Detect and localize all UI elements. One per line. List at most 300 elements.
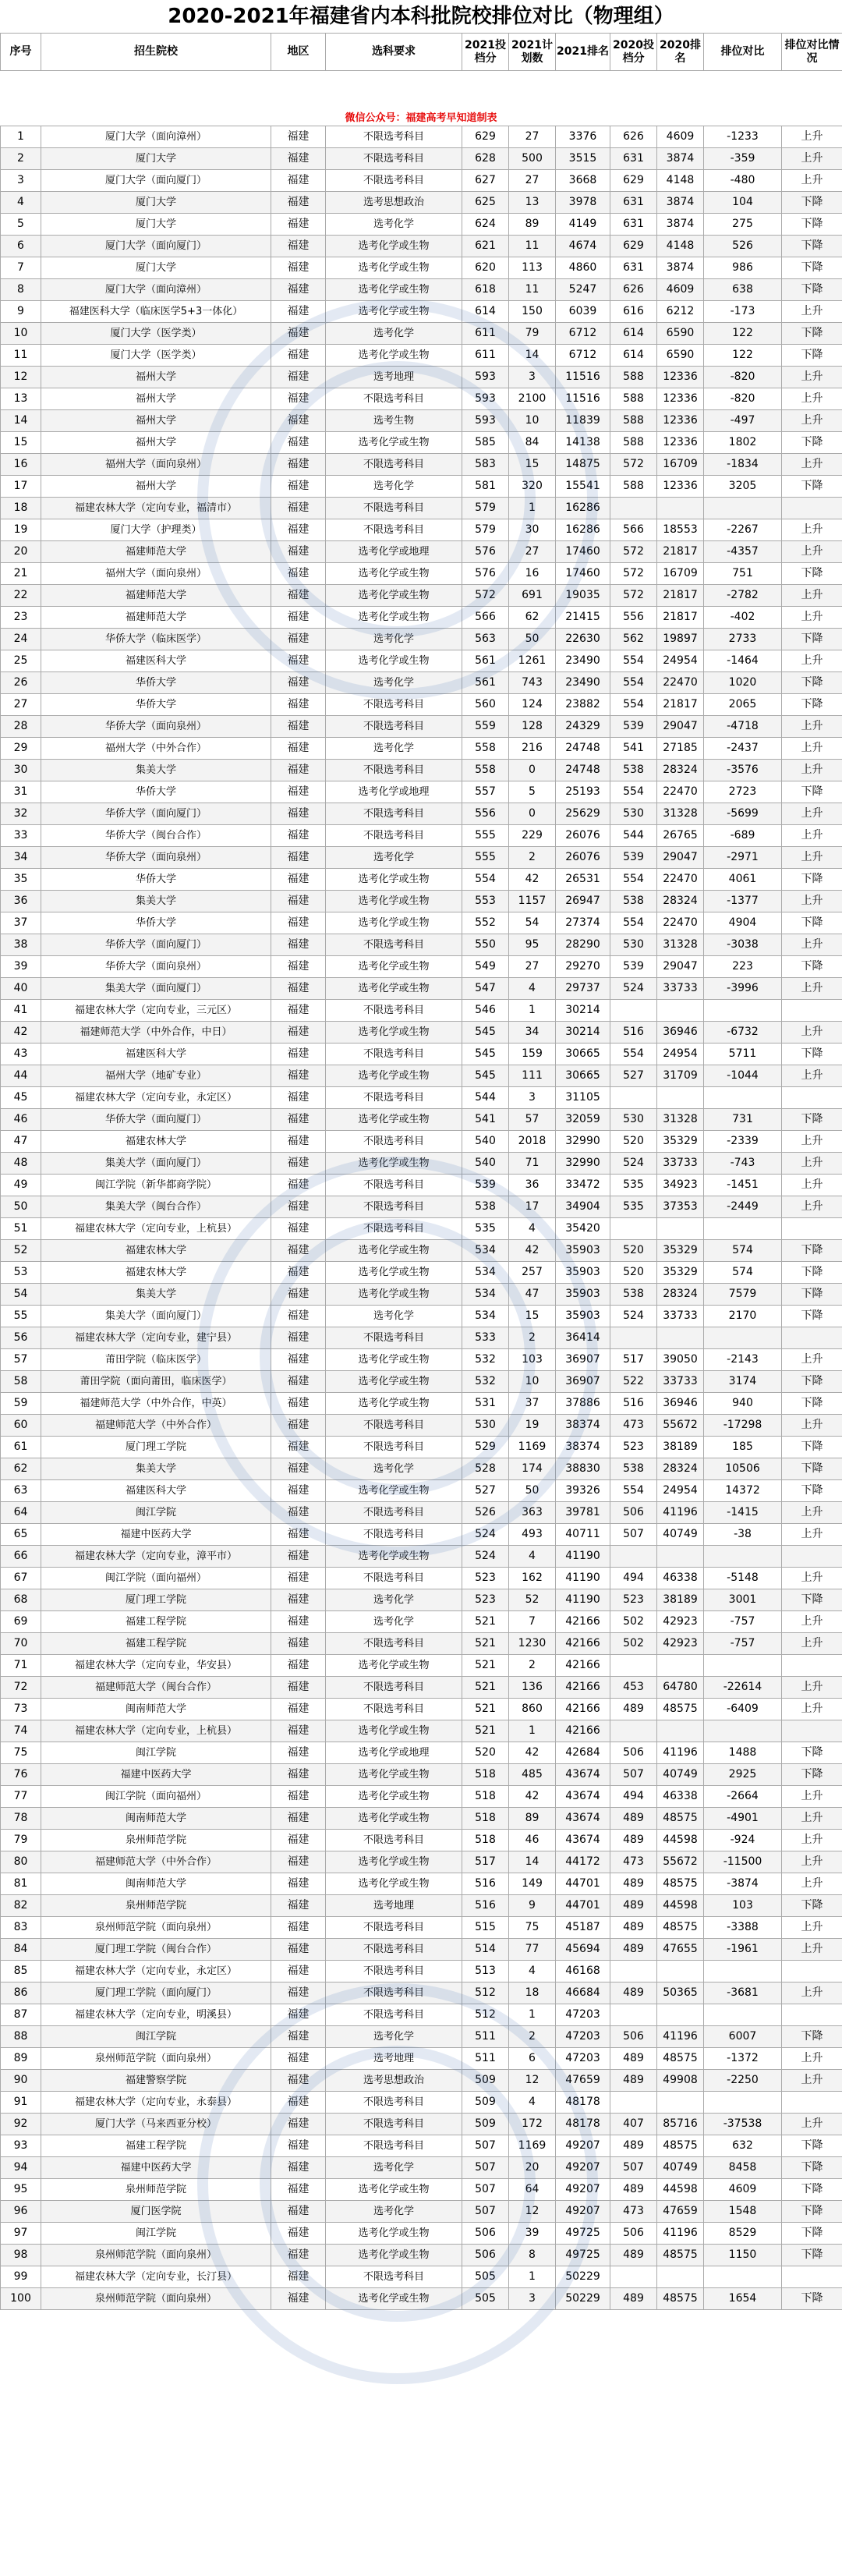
plan-2021: 50 — [509, 1480, 556, 1502]
score-2020: 520 — [610, 1262, 657, 1284]
rank-trend — [782, 1218, 842, 1240]
subject-requirement: 选考化学或生物 — [326, 1786, 462, 1808]
subject-requirement: 不限选考科目 — [326, 498, 462, 519]
rank-2021: 11839 — [556, 410, 610, 432]
school-name: 福建医科大学 — [41, 1044, 271, 1065]
table-row — [1, 519, 842, 541]
rank-trend: 下降 — [782, 1262, 842, 1284]
rank-trend: 下降 — [782, 1240, 842, 1262]
score-2021: 538 — [462, 1196, 509, 1218]
table-row — [1, 1458, 842, 1480]
subject-requirement: 不限选考科目 — [326, 1131, 462, 1153]
subject-requirement: 不限选考科目 — [326, 760, 462, 781]
school-name: 厦门大学（面向厦门） — [41, 170, 271, 192]
rank-trend: 下降 — [782, 1437, 842, 1458]
rank-trend: 上升 — [782, 934, 842, 956]
score-2020: 530 — [610, 934, 657, 956]
region: 福建 — [271, 607, 326, 629]
score-2021: 540 — [462, 1153, 509, 1175]
table-row — [1, 279, 842, 301]
region: 福建 — [271, 629, 326, 650]
school-name: 集美大学（面向厦门） — [41, 1306, 271, 1327]
score-2021: 534 — [462, 1306, 509, 1327]
rank-diff: -2782 — [704, 585, 782, 607]
score-2020: 494 — [610, 1568, 657, 1589]
region: 福建 — [271, 2070, 326, 2092]
subject-requirement: 选考化学或生物 — [326, 2245, 462, 2266]
rank-diff: 103 — [704, 1895, 782, 1917]
score-2020: 554 — [610, 1480, 657, 1502]
rank-trend: 下降 — [782, 279, 842, 301]
subject-requirement: 不限选考科目 — [326, 1939, 462, 1961]
score-2020: 489 — [610, 2070, 657, 2092]
score-2020: 538 — [610, 760, 657, 781]
score-2020 — [610, 1327, 657, 1349]
row-index: 65 — [1, 1524, 41, 1546]
rank-2020: 38189 — [657, 1589, 704, 1611]
score-2021: 614 — [462, 301, 509, 323]
table-row — [1, 345, 842, 367]
rank-diff: 8529 — [704, 2223, 782, 2245]
table-row — [1, 1611, 842, 1633]
subject-requirement: 选考化学或生物 — [326, 1371, 462, 1393]
region: 福建 — [271, 1546, 326, 1568]
table-row — [1, 1327, 842, 1349]
school-name: 福建警察学院 — [41, 2070, 271, 2092]
region: 福建 — [271, 1655, 326, 1677]
rank-2021: 32990 — [556, 1153, 610, 1175]
rank-2020: 44598 — [657, 2179, 704, 2201]
plan-2021: 103 — [509, 1349, 556, 1371]
rank-trend: 上升 — [782, 2070, 842, 2092]
rank-2020: 48575 — [657, 2245, 704, 2266]
table-row — [1, 738, 842, 760]
plan-2021: 19 — [509, 1415, 556, 1437]
table-row — [1, 2004, 842, 2026]
school-name: 厦门大学（医学类） — [41, 323, 271, 345]
rank-2021: 14875 — [556, 454, 610, 476]
score-2021: 547 — [462, 978, 509, 1000]
rank-2020: 35329 — [657, 1262, 704, 1284]
table-row — [1, 432, 842, 454]
rank-diff: 122 — [704, 345, 782, 367]
rank-diff: 632 — [704, 2135, 782, 2157]
rank-trend: 上升 — [782, 1065, 842, 1087]
rank-trend: 下降 — [782, 2223, 842, 2245]
rank-diff — [704, 1000, 782, 1022]
table-row — [1, 1480, 842, 1502]
score-2020: 473 — [610, 2201, 657, 2223]
table-row — [1, 498, 842, 519]
rank-2021: 43674 — [556, 1808, 610, 1830]
plan-2021: 500 — [509, 148, 556, 170]
score-2020: 562 — [610, 629, 657, 650]
row-index: 57 — [1, 1349, 41, 1371]
plan-2021: 27 — [509, 170, 556, 192]
rank-trend: 上升 — [782, 454, 842, 476]
rank-2021: 3376 — [556, 126, 610, 148]
rank-trend: 下降 — [782, 2179, 842, 2201]
subject-requirement: 选考思想政治 — [326, 2070, 462, 2092]
rank-trend: 下降 — [782, 432, 842, 454]
rank-2021: 36907 — [556, 1371, 610, 1393]
rank-2020: 33733 — [657, 978, 704, 1000]
score-2020: 473 — [610, 1851, 657, 1873]
score-2020: 544 — [610, 825, 657, 847]
rank-2021: 26947 — [556, 891, 610, 912]
table-row — [1, 1633, 842, 1655]
rank-2021: 47203 — [556, 2004, 610, 2026]
rank-2020: 21817 — [657, 694, 704, 716]
rank-2021: 49207 — [556, 2135, 610, 2157]
score-2021: 593 — [462, 388, 509, 410]
rank-2020: 44598 — [657, 1830, 704, 1851]
score-2020: 614 — [610, 345, 657, 367]
rank-2020: 42923 — [657, 1611, 704, 1633]
rank-diff: -1044 — [704, 1065, 782, 1087]
school-name: 华侨大学（面向厦门） — [41, 803, 271, 825]
table-row — [1, 781, 842, 803]
school-name: 厦门理工学院 — [41, 1589, 271, 1611]
row-index: 7 — [1, 257, 41, 279]
row-index: 1 — [1, 126, 41, 148]
subject-requirement: 选考化学或生物 — [326, 1022, 462, 1044]
region: 福建 — [271, 891, 326, 912]
plan-2021: 46 — [509, 1830, 556, 1851]
plan-2021: 27 — [509, 126, 556, 148]
subject-requirement: 选考化学或生物 — [326, 1808, 462, 1830]
subject-requirement: 选考化学 — [326, 2201, 462, 2223]
rank-diff: 8458 — [704, 2157, 782, 2179]
rank-2020: 18553 — [657, 519, 704, 541]
rank-2021: 23490 — [556, 650, 610, 672]
school-name: 集美大学 — [41, 1458, 271, 1480]
plan-2021: 1157 — [509, 891, 556, 912]
plan-2021: 2018 — [509, 1131, 556, 1153]
plan-2021: 39 — [509, 2223, 556, 2245]
plan-2021: 2 — [509, 847, 556, 869]
plan-2021: 320 — [509, 476, 556, 498]
score-2021: 557 — [462, 781, 509, 803]
score-2020: 626 — [610, 126, 657, 148]
score-2021: 505 — [462, 2266, 509, 2288]
score-2021: 558 — [462, 760, 509, 781]
region: 福建 — [271, 1044, 326, 1065]
rank-trend: 下降 — [782, 629, 842, 650]
plan-2021: 27 — [509, 956, 556, 978]
school-name: 福建医科大学 — [41, 1480, 271, 1502]
region: 福建 — [271, 2201, 326, 2223]
plan-2021: 150 — [509, 301, 556, 323]
table-row — [1, 2288, 842, 2310]
school-name: 福建师范大学（中外合作） — [41, 1415, 271, 1437]
plan-2021: 95 — [509, 934, 556, 956]
rank-2020: 28324 — [657, 891, 704, 912]
score-2021: 620 — [462, 257, 509, 279]
row-index: 11 — [1, 345, 41, 367]
school-name: 泉州师范学院 — [41, 1895, 271, 1917]
table-row — [1, 1349, 842, 1371]
school-name: 福建农林大学（定向专业，漳平市） — [41, 1546, 271, 1568]
school-name: 福建工程学院 — [41, 1633, 271, 1655]
rank-trend: 上升 — [782, 1415, 842, 1437]
rank-trend: 上升 — [782, 388, 842, 410]
rank-2021: 38374 — [556, 1415, 610, 1437]
region: 福建 — [271, 2048, 326, 2070]
rank-diff — [704, 1546, 782, 1568]
plan-2021: 54 — [509, 912, 556, 934]
region: 福建 — [271, 1851, 326, 1873]
rank-2021: 48178 — [556, 2092, 610, 2114]
table-row — [1, 803, 842, 825]
rank-2020 — [657, 1218, 704, 1240]
table-row — [1, 956, 842, 978]
row-index: 27 — [1, 694, 41, 716]
score-2021: 532 — [462, 1349, 509, 1371]
row-index: 24 — [1, 629, 41, 650]
score-2020 — [610, 1961, 657, 1982]
rank-trend — [782, 1720, 842, 1742]
row-index: 60 — [1, 1415, 41, 1437]
table-row — [1, 2245, 842, 2266]
subject-requirement: 选考化学或生物 — [326, 236, 462, 257]
region: 福建 — [271, 1306, 326, 1327]
school-name: 福建农林大学（定向专业，福清市） — [41, 498, 271, 519]
subject-requirement: 选考化学或生物 — [326, 345, 462, 367]
row-index: 83 — [1, 1917, 41, 1939]
subject-requirement: 选考化学 — [326, 629, 462, 650]
rank-diff: -2143 — [704, 1349, 782, 1371]
table-row — [1, 1720, 842, 1742]
rank-2020: 4148 — [657, 236, 704, 257]
region: 福建 — [271, 257, 326, 279]
rank-diff: -1233 — [704, 126, 782, 148]
score-2020: 535 — [610, 1196, 657, 1218]
plan-2021: 6 — [509, 2048, 556, 2070]
rank-diff — [704, 498, 782, 519]
row-index: 80 — [1, 1851, 41, 1873]
plan-2021: 172 — [509, 2114, 556, 2135]
region: 福建 — [271, 1327, 326, 1349]
table-row — [1, 2092, 842, 2114]
score-2020: 522 — [610, 1371, 657, 1393]
rank-trend: 上升 — [782, 1131, 842, 1153]
table-row — [1, 410, 842, 432]
rank-2020: 41196 — [657, 2223, 704, 2245]
score-2020: 539 — [610, 956, 657, 978]
table-row — [1, 1939, 842, 1961]
subject-requirement: 选考化学或生物 — [326, 607, 462, 629]
score-2020: 453 — [610, 1677, 657, 1699]
score-2020: 507 — [610, 2157, 657, 2179]
row-index: 43 — [1, 1044, 41, 1065]
school-name: 福建师范大学 — [41, 541, 271, 563]
region: 福建 — [271, 1808, 326, 1830]
rank-2021: 24748 — [556, 760, 610, 781]
score-2021: 533 — [462, 1327, 509, 1349]
rank-2020: 12336 — [657, 367, 704, 388]
row-index: 2 — [1, 148, 41, 170]
plan-2021: 12 — [509, 2070, 556, 2092]
table-row — [1, 1764, 842, 1786]
score-2020: 520 — [610, 1240, 657, 1262]
table-row — [1, 1175, 842, 1196]
rank-2021: 25193 — [556, 781, 610, 803]
school-name: 华侨大学（面向厦门） — [41, 1109, 271, 1131]
row-index: 41 — [1, 1000, 41, 1022]
row-index: 82 — [1, 1895, 41, 1917]
region: 福建 — [271, 1589, 326, 1611]
score-2020: 507 — [610, 1764, 657, 1786]
rank-2021: 43674 — [556, 1764, 610, 1786]
rank-2020: 29047 — [657, 847, 704, 869]
rank-2021: 39781 — [556, 1502, 610, 1524]
subject-requirement: 选考化学或生物 — [326, 2288, 462, 2310]
subject-requirement: 选考化学或地理 — [326, 541, 462, 563]
region: 福建 — [271, 1786, 326, 1808]
score-2021: 559 — [462, 716, 509, 738]
subject-requirement: 选考化学或地理 — [326, 1742, 462, 1764]
rank-2021: 26531 — [556, 869, 610, 891]
row-index: 18 — [1, 498, 41, 519]
table-row — [1, 388, 842, 410]
plan-2021: 128 — [509, 716, 556, 738]
table-row — [1, 607, 842, 629]
score-2021: 585 — [462, 432, 509, 454]
rank-2020 — [657, 1655, 704, 1677]
rank-2020 — [657, 498, 704, 519]
rank-diff: 3205 — [704, 476, 782, 498]
column-header: 2021计划数 — [509, 34, 556, 71]
rank-diff: 2733 — [704, 629, 782, 650]
table-row — [1, 1000, 842, 1022]
score-2020: 588 — [610, 432, 657, 454]
subject-requirement: 不限选考科目 — [326, 716, 462, 738]
score-2020: 572 — [610, 454, 657, 476]
rank-trend: 上升 — [782, 170, 842, 192]
score-2020: 524 — [610, 1306, 657, 1327]
rank-2021: 26076 — [556, 847, 610, 869]
column-header: 地区 — [271, 34, 326, 71]
rank-2020: 21817 — [657, 585, 704, 607]
rank-diff: -757 — [704, 1633, 782, 1655]
subject-requirement: 选考化学或生物 — [326, 1480, 462, 1502]
rank-trend: 下降 — [782, 214, 842, 236]
subject-requirement: 选考化学 — [326, 2026, 462, 2048]
rank-2021: 30214 — [556, 1022, 610, 1044]
plan-2021: 15 — [509, 1306, 556, 1327]
school-name: 福建工程学院 — [41, 2135, 271, 2157]
rank-2020: 16709 — [657, 454, 704, 476]
plan-2021: 42 — [509, 1742, 556, 1764]
score-2020: 507 — [610, 1524, 657, 1546]
school-name: 厦门大学（马来西亚分校） — [41, 2114, 271, 2135]
region: 福建 — [271, 1218, 326, 1240]
rank-2020: 4609 — [657, 279, 704, 301]
rank-2020: 55672 — [657, 1415, 704, 1437]
rank-diff: -743 — [704, 1153, 782, 1175]
column-header: 2021投档分 — [462, 34, 509, 71]
plan-2021: 36 — [509, 1175, 556, 1196]
school-name: 莆田学院（面向莆田，临床医学） — [41, 1371, 271, 1393]
score-2021: 532 — [462, 1371, 509, 1393]
score-2020: 489 — [610, 2288, 657, 2310]
rank-2020: 41196 — [657, 1502, 704, 1524]
school-name: 福建农林大学 — [41, 1131, 271, 1153]
row-index: 15 — [1, 432, 41, 454]
rank-2021: 41190 — [556, 1589, 610, 1611]
rank-diff: -757 — [704, 1611, 782, 1633]
rank-2021: 49207 — [556, 2179, 610, 2201]
school-name: 福建农林大学（定向专业，华安县） — [41, 1655, 271, 1677]
table-row — [1, 192, 842, 214]
rank-2021: 35903 — [556, 1284, 610, 1306]
rank-2020: 3874 — [657, 214, 704, 236]
table-row — [1, 1218, 842, 1240]
table-row — [1, 1262, 842, 1284]
rank-diff: 223 — [704, 956, 782, 978]
table-row — [1, 1415, 842, 1437]
subject-requirement: 选考化学 — [326, 847, 462, 869]
school-name: 集美大学 — [41, 891, 271, 912]
table-row — [1, 1742, 842, 1764]
score-2021: 523 — [462, 1568, 509, 1589]
subject-requirement: 不限选考科目 — [326, 1633, 462, 1655]
rank-trend: 上升 — [782, 1873, 842, 1895]
subject-requirement: 选考化学 — [326, 1458, 462, 1480]
subject-requirement: 选考化学或生物 — [326, 891, 462, 912]
rank-trend: 上升 — [782, 1851, 842, 1873]
rank-diff — [704, 1327, 782, 1349]
region: 福建 — [271, 476, 326, 498]
school-name: 闽江学院 — [41, 1742, 271, 1764]
region: 福建 — [271, 301, 326, 323]
region: 福建 — [271, 454, 326, 476]
school-name: 厦门大学 — [41, 257, 271, 279]
rank-2020: 46338 — [657, 1568, 704, 1589]
subject-requirement: 不限选考科目 — [326, 388, 462, 410]
region: 福建 — [271, 170, 326, 192]
score-2021: 576 — [462, 541, 509, 563]
rank-2021: 26076 — [556, 825, 610, 847]
rank-diff: -2267 — [704, 519, 782, 541]
school-name: 福州大学（面向泉州） — [41, 454, 271, 476]
score-2020: 506 — [610, 2026, 657, 2048]
plan-2021: 14 — [509, 1851, 556, 1873]
rank-2020: 37353 — [657, 1196, 704, 1218]
school-name: 厦门大学（护理类） — [41, 519, 271, 541]
row-index: 23 — [1, 607, 41, 629]
rank-2021: 42166 — [556, 1611, 610, 1633]
rank-2020: 28324 — [657, 1284, 704, 1306]
rank-2021: 11516 — [556, 388, 610, 410]
subject-requirement: 不限选考科目 — [326, 1830, 462, 1851]
school-name: 福州大学 — [41, 410, 271, 432]
rank-trend: 下降 — [782, 2135, 842, 2157]
rank-2020: 49908 — [657, 2070, 704, 2092]
plan-2021: 18 — [509, 1982, 556, 2004]
row-index: 46 — [1, 1109, 41, 1131]
table-row — [1, 1065, 842, 1087]
rank-trend: 下降 — [782, 1371, 842, 1393]
plan-2021: 159 — [509, 1044, 556, 1065]
school-name: 闽江学院（面向福州） — [41, 1786, 271, 1808]
school-name: 闽江学院（面向福州） — [41, 1568, 271, 1589]
table-row — [1, 170, 842, 192]
row-index: 17 — [1, 476, 41, 498]
rank-2021: 44701 — [556, 1895, 610, 1917]
table-row — [1, 694, 842, 716]
